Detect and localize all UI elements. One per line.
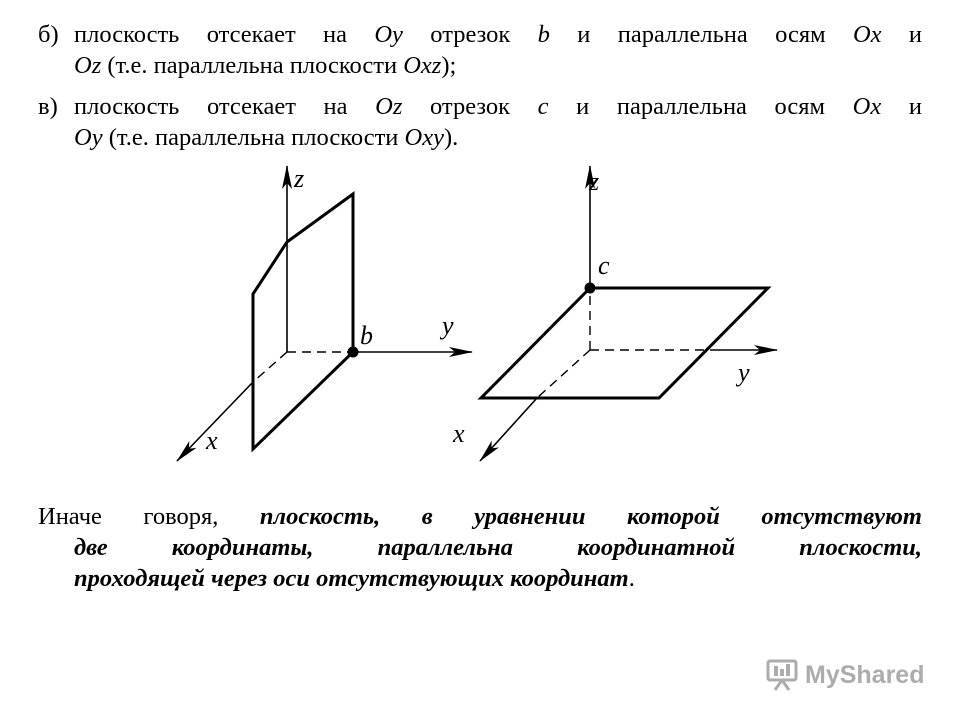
label-z: z [589, 167, 600, 196]
text-run: плоскость отсекает на [74, 21, 375, 48]
point-b [348, 347, 359, 358]
text-run: и параллельна осям [549, 21, 853, 48]
math-symbol: c [537, 93, 549, 120]
presentation-board-icon [765, 658, 799, 692]
watermark [765, 655, 924, 695]
x-axis-hidden [537, 350, 590, 398]
plane-oxy [481, 288, 768, 398]
text-run: отрезок [402, 21, 538, 48]
math-symbol: Oz [375, 93, 403, 120]
math-symbol: Oy [374, 21, 403, 48]
point-c [585, 283, 596, 294]
conclusion-line-1 [38, 501, 922, 532]
label-y: y [442, 311, 454, 340]
text-run: ); [441, 52, 457, 79]
watermark-text: MyShared [805, 660, 925, 689]
conclusion-emphasis: проходящей через оси отсутствующих координат [74, 565, 629, 592]
text-run: и [881, 93, 922, 120]
math-symbol: Ox [852, 93, 882, 120]
text-run: (т.е. параллельна плоскости [101, 52, 404, 79]
text-run: (т.е. параллельна плоскости [102, 124, 405, 151]
conclusion-emphasis: плоскость, в уравнении которой отсутствуют [259, 503, 922, 530]
x-axis [480, 398, 537, 461]
text-run: плоскость отсекает на [74, 93, 376, 120]
list-marker: в) [38, 93, 58, 120]
text-run: и параллельна осям [548, 93, 853, 120]
math-symbol: Ox [852, 21, 882, 48]
left-figure [177, 164, 472, 461]
label-y: y [738, 358, 750, 387]
math-symbol: Oz [74, 52, 102, 79]
conclusion-lead: Иначе говоря, [38, 503, 260, 530]
label-c: c [598, 251, 610, 280]
label-x: x [206, 426, 218, 455]
x-axis-hidden [253, 352, 287, 382]
math-symbol: Oxz [403, 52, 442, 79]
conclusion-line-3 [74, 563, 922, 594]
text-run: ). [444, 124, 459, 151]
plane-oxz [253, 194, 353, 449]
text-run: и [881, 21, 922, 48]
right-figure [452, 166, 777, 461]
label-b: b [360, 321, 373, 350]
conclusion-paragraph [38, 501, 922, 594]
list-marker: б) [38, 21, 59, 48]
label-x: x [453, 419, 465, 448]
math-symbol: Oxy [404, 124, 444, 151]
text-run: отрезок [402, 93, 538, 120]
conclusion-line-2 [74, 532, 922, 563]
math-symbol: b [537, 21, 550, 48]
math-symbol: Oy [74, 124, 103, 151]
label-z: z [294, 164, 305, 193]
conclusion-emphasis: две координаты, параллельна координатной плоскости, [74, 534, 922, 561]
conclusion-end: . [628, 565, 635, 592]
